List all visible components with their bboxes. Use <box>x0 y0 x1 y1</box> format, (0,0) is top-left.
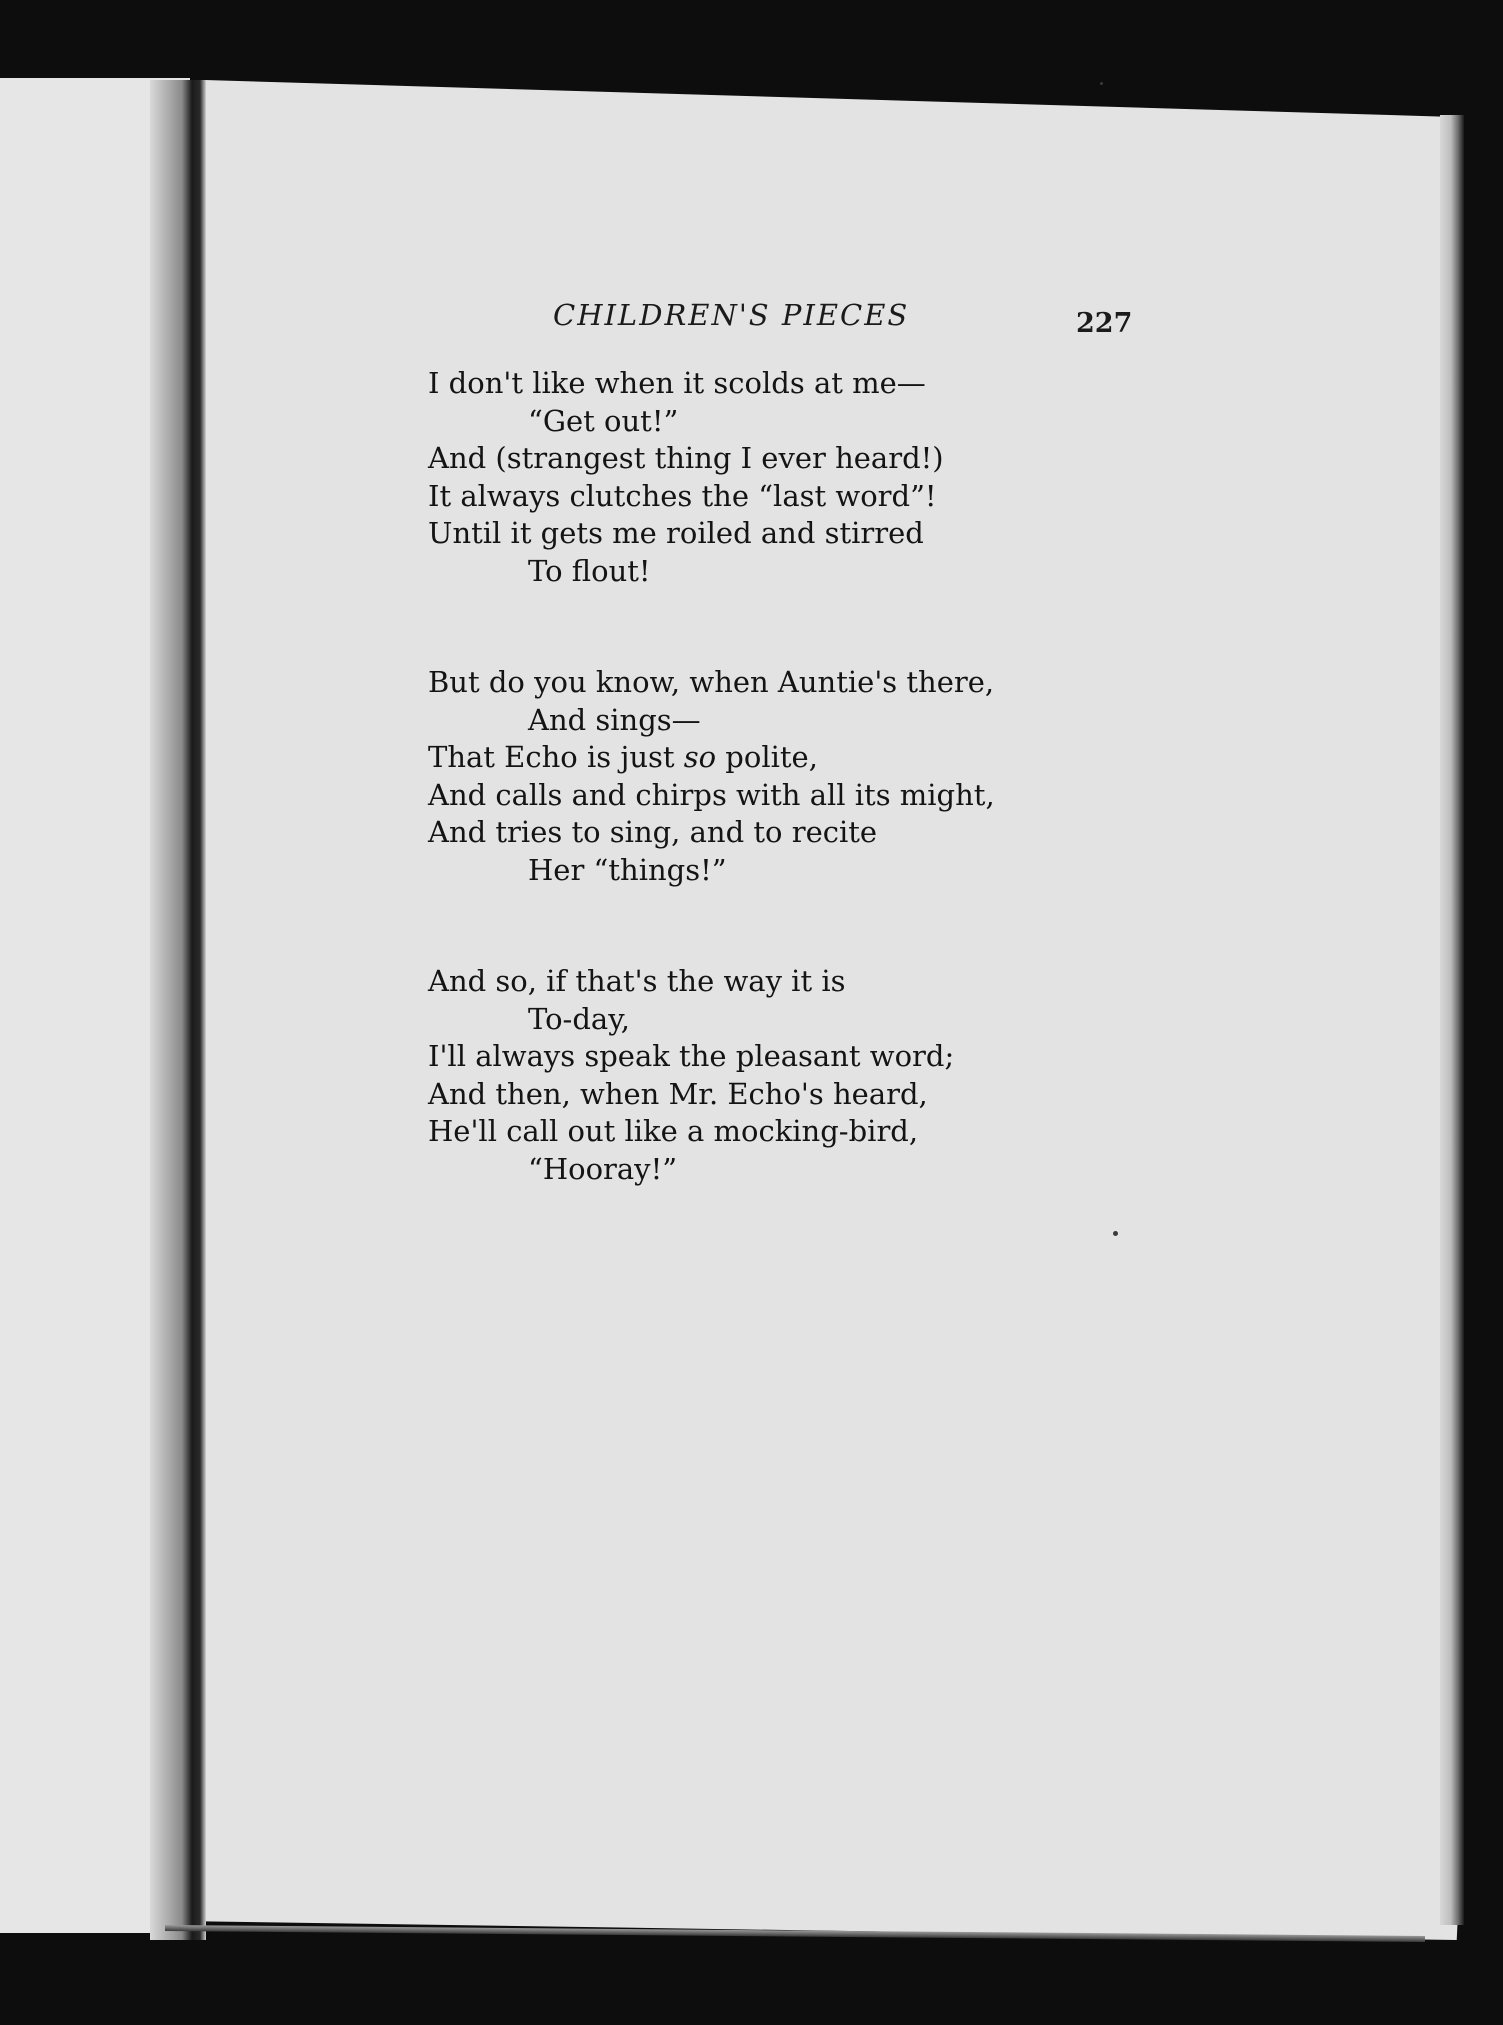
poem-line-italic-so: That Echo is just so polite, <box>428 740 818 774</box>
poem-line: And tries to sing, and to recite <box>428 815 878 849</box>
poem-line: “Hooray!” <box>528 1151 678 1186</box>
poem-line: He'll call out like a mocking-bird, <box>428 1114 919 1148</box>
running-head: CHILDREN'S PIECES <box>553 298 910 332</box>
stanza-3 <box>428 963 995 1188</box>
poem-line: And sings— <box>528 702 701 737</box>
poem-line: To flout! <box>528 553 651 588</box>
poem-line: I don't like when it scolds at me— <box>428 366 926 400</box>
poem-line: Her “things!” <box>528 852 727 887</box>
italic-word: so <box>683 740 717 774</box>
poem-line: And (strangest thing I ever heard!) <box>428 441 944 475</box>
poem-line: To-day, <box>528 1001 630 1036</box>
poem-line: Until it gets me roiled and stirred <box>428 516 924 550</box>
poem-line: It always clutches the “last word”! <box>428 478 937 513</box>
stanza-1 <box>428 365 995 590</box>
poem-line: And so, if that's the way it is <box>428 964 846 998</box>
poem-line: And then, when Mr. Echo's heard, <box>428 1076 928 1111</box>
page-number: 227 <box>1076 308 1133 339</box>
scan-speck <box>1100 82 1103 85</box>
poem-line: But do you know, when Auntie's there, <box>428 665 995 699</box>
poem-line: I'll always speak the pleasant word; <box>428 1039 955 1073</box>
poem-body <box>428 365 995 1188</box>
scan-speck <box>1113 1231 1118 1236</box>
stanza-2 <box>428 664 995 889</box>
poem-line: And calls and chirps with all its might, <box>428 777 995 812</box>
page-right-edge <box>1440 115 1464 1925</box>
book-gutter <box>150 80 206 1940</box>
poem-line: “Get out!” <box>528 403 679 438</box>
